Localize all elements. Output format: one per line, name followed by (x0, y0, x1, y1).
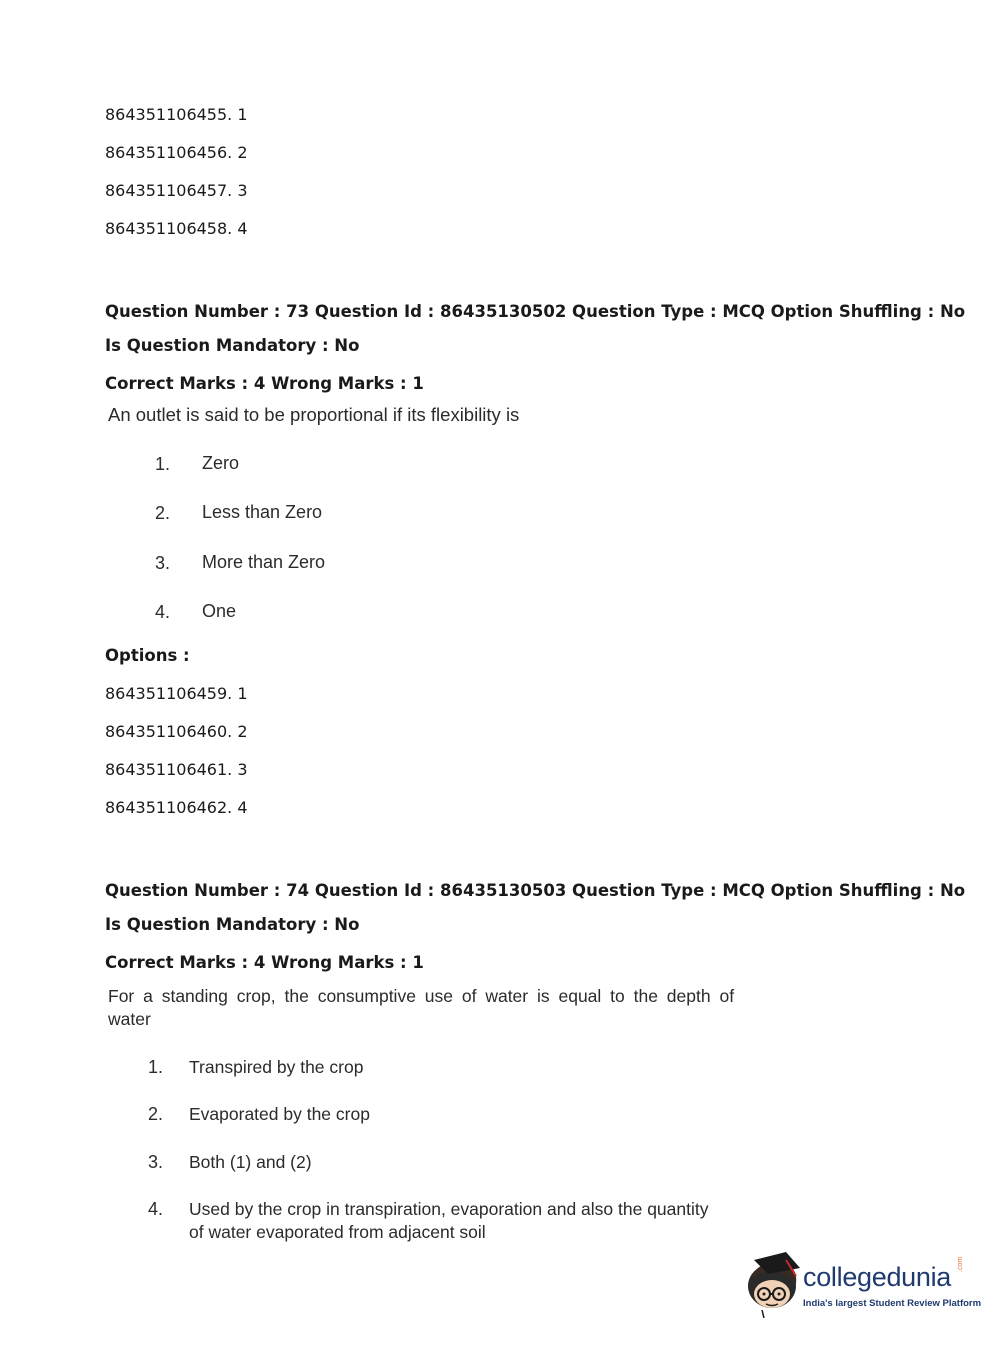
q73-marks: Correct Marks : 4 Wrong Marks : 1 (105, 374, 424, 393)
q73-choice-3-num: 3. (155, 553, 171, 573)
q74-question-line1: For a standing crop, the consumptive use of water is equal to the depth of (108, 986, 735, 1006)
logo-suffix: .com (957, 1256, 964, 1272)
q73-choice-4-num: 4. (155, 602, 171, 622)
prev-option-2: 864351106456. 2 (105, 143, 248, 162)
q73-choice-4-text: One (202, 601, 237, 621)
q73-choice-2-text: Less than Zero (202, 502, 323, 522)
q74-choice-4-num: 4. (148, 1199, 164, 1219)
q74-choice-1-num: 1. (148, 1057, 164, 1077)
q73-mandatory: Is Question Mandatory : No (105, 336, 360, 355)
q73-options-label: Options : (105, 646, 190, 665)
q74-header: Question Number : 74 Question Id : 86435130503 Question Type : MCQ Option Shuffling : No (105, 881, 966, 900)
q73-choice-1-num: 1. (155, 454, 171, 474)
q74-question-line2: water (108, 1009, 151, 1029)
q74-choice-4-text-line2: of water evaporated from adjacent soil (189, 1222, 486, 1242)
q73-choice-2-num: 2. (155, 503, 171, 523)
q74-choice-3-text: Both (1) and (2) (189, 1152, 312, 1172)
q74-choice-2-num: 2. (148, 1104, 164, 1124)
q73-option-4: 864351106462. 4 (105, 798, 248, 817)
q74-choice-1-text: Transpired by the crop (189, 1057, 364, 1077)
q74-choice-2-text: Evaporated by the crop (189, 1104, 370, 1124)
q74-marks: Correct Marks : 4 Wrong Marks : 1 (105, 953, 424, 972)
q73-header: Question Number : 73 Question Id : 86435130502 Question Type : MCQ Option Shuffling : No (105, 302, 966, 321)
q74-choice-4-text-line1: Used by the crop in transpiration, evaporation and also the quantity (189, 1199, 709, 1219)
q73-option-2: 864351106460. 2 (105, 722, 248, 741)
q73-option-3: 864351106461. 3 (105, 760, 248, 779)
q74-choice-3-num: 3. (148, 1152, 164, 1172)
prev-option-1: 864351106455. 1 (105, 105, 248, 124)
logo-tagline: India's largest Student Review Platform (803, 1298, 982, 1309)
q74-mandatory: Is Question Mandatory : No (105, 915, 360, 934)
prev-option-4: 864351106458. 4 (105, 219, 248, 238)
q73-question: An outlet is said to be proportional if its flexibility is (108, 404, 520, 425)
prev-option-3: 864351106457. 3 (105, 181, 248, 200)
q73-option-1: 864351106459. 1 (105, 684, 248, 703)
q73-choice-3-text: More than Zero (202, 552, 326, 572)
logo-wordmark: collegedunia (803, 1262, 952, 1292)
q73-choice-1-text: Zero (202, 453, 240, 473)
